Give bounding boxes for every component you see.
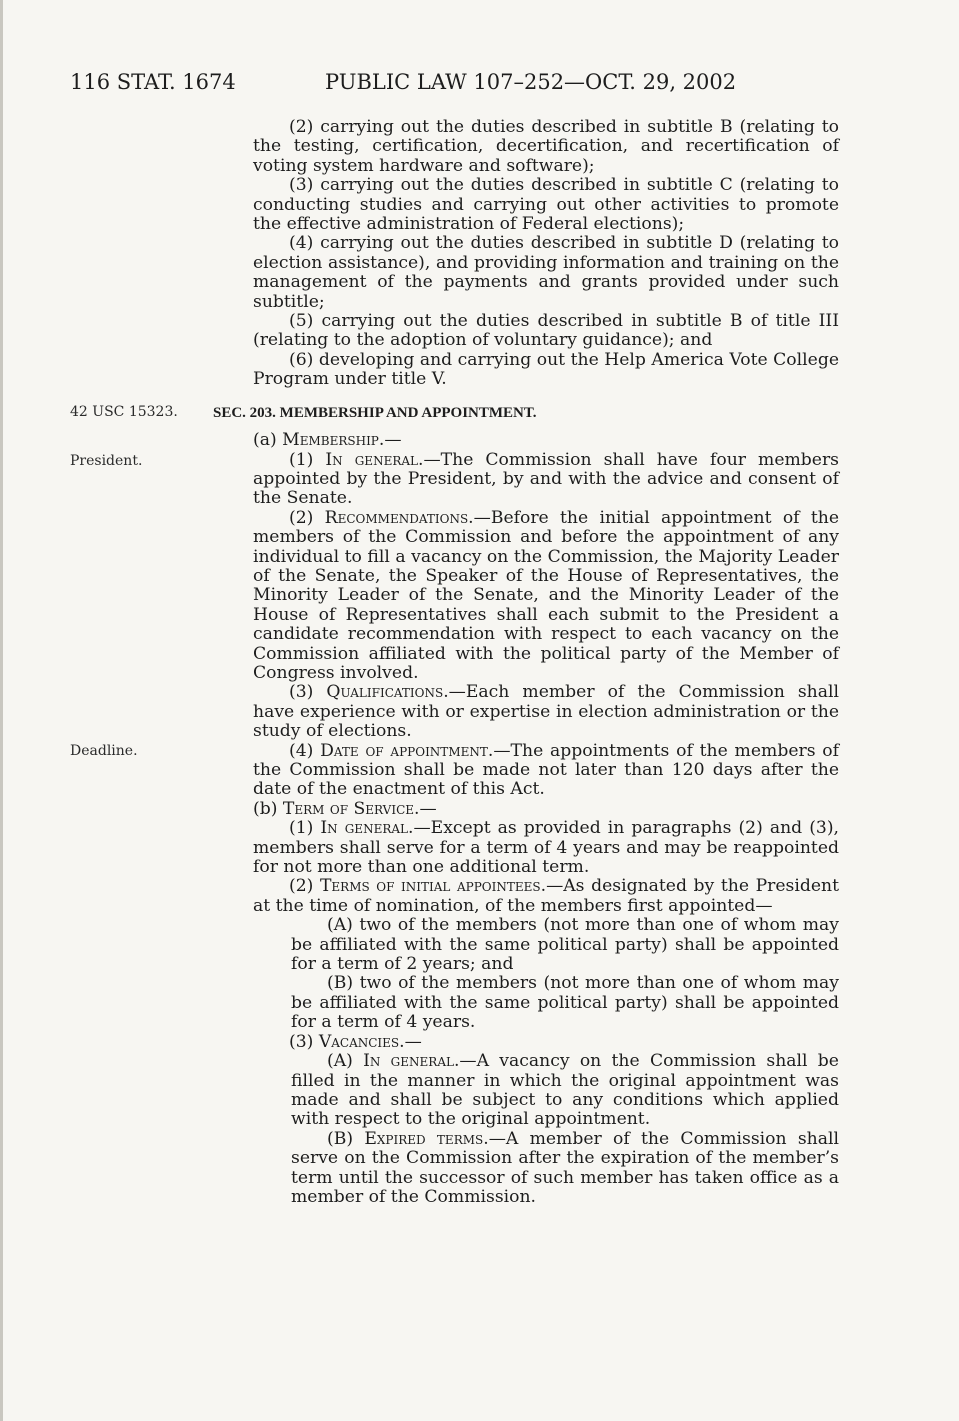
clause-b3B: (B) Expired terms.—A member of the Commission shall serve on the Commission after the expiration of the member’s term until the successor of such member has taken office as a member of the Commission.	[291, 1128, 839, 1207]
margin-note-deadline: Deadline.	[70, 743, 138, 759]
subsection-a-heading: (a) Membership.—	[253, 430, 402, 451]
intro-item-4: (4) carrying out the duties described in subtitle D (relating to election assistance), and providing information and training on the management of the payments and grants provided under such subtitle;	[253, 233, 839, 312]
subsection-b-heading: (b) Term of Service.—	[253, 798, 437, 819]
margin-note-usc: 42 USC 15323.	[70, 404, 178, 420]
statute-page-number: 116 STAT. 1674	[70, 70, 236, 94]
paragraph-b1: (1) In general.—Except as provided in paragraphs (2) and (3), members shall serve for a term of 4 years and may be reappointed for not more than one additional term.	[253, 818, 839, 878]
intro-item-3: (3) carrying out the duties described in subtitle C (relating to conducting studies and carrying out other activities to promote the effective administration of Federal elections);	[253, 175, 839, 235]
public-law-title: PUBLIC LAW 107–252—OCT. 29, 2002	[325, 70, 737, 94]
intro-item-5: (5) carrying out the duties described in subtitle B of title III (relating to the adoption of voluntary guidance); and	[253, 311, 839, 351]
clause-b2B: (B) two of the members (not more than one of whom may be affiliated with the same political party) shall be appointed for a term of 4 years.	[291, 973, 839, 1033]
margin-note-president: President.	[70, 453, 143, 469]
clause-b3A: (A) In general.—A vacancy on the Commission shall be filled in the manner in which the original appointment was made and shall be subject to any conditions which applied with respect to the original appointment.	[291, 1051, 839, 1130]
scan-edge	[0, 0, 3, 1421]
paragraph-b3-heading: (3) Vacancies.—	[289, 1031, 422, 1052]
paragraph-a3: (3) Qualifications.—Each member of the Commission shall have experience with or expertise in election administration or the study of elections.	[253, 682, 839, 742]
document-body	[213, 117, 840, 1207]
intro-item-2: (2) carrying out the duties described in subtitle B (relating to the testing, certification, decertification, and recertification of voting system hardware and software);	[253, 117, 839, 176]
clause-b2A: (A) two of the members (not more than one of whom may be affiliated with the same political party) shall be appointed for a term of 2 years; and	[291, 915, 839, 975]
section-heading: SEC. 203. MEMBERSHIP AND APPOINTMENT.	[213, 404, 537, 421]
intro-item-6: (6) developing and carrying out the Help America Vote College Program under title V.	[253, 349, 839, 390]
paragraph-a2: (2) Recommendations.—Before the initial appointment of the members of the Commission and before the appointment of any individual to fill a vacancy on the Commission, the Majority Leader of the Senate, the Speaker of the House of Representatives, the Minority Leader of the Senate, and the Minority Leader of the House of Representatives shall each submit to the President a candidate recommendation with respect to each vacancy on the Commission affiliated with the political party of the Member of Congress involved.	[253, 507, 840, 683]
paragraph-a1: (1) In general.—The Commission shall have four members appointed by the President, by and with the advice and consent of the Senate.	[253, 449, 839, 509]
paragraph-b2: (2) Terms of initial appointees.—As designated by the President at the time of nomination, of the members first appointed—	[253, 876, 839, 916]
paragraph-a4: (4) Date of appointment.—The appointments of the members of the Commission shall be made not later than 120 days after the date of the enactment of this Act.	[253, 740, 840, 800]
